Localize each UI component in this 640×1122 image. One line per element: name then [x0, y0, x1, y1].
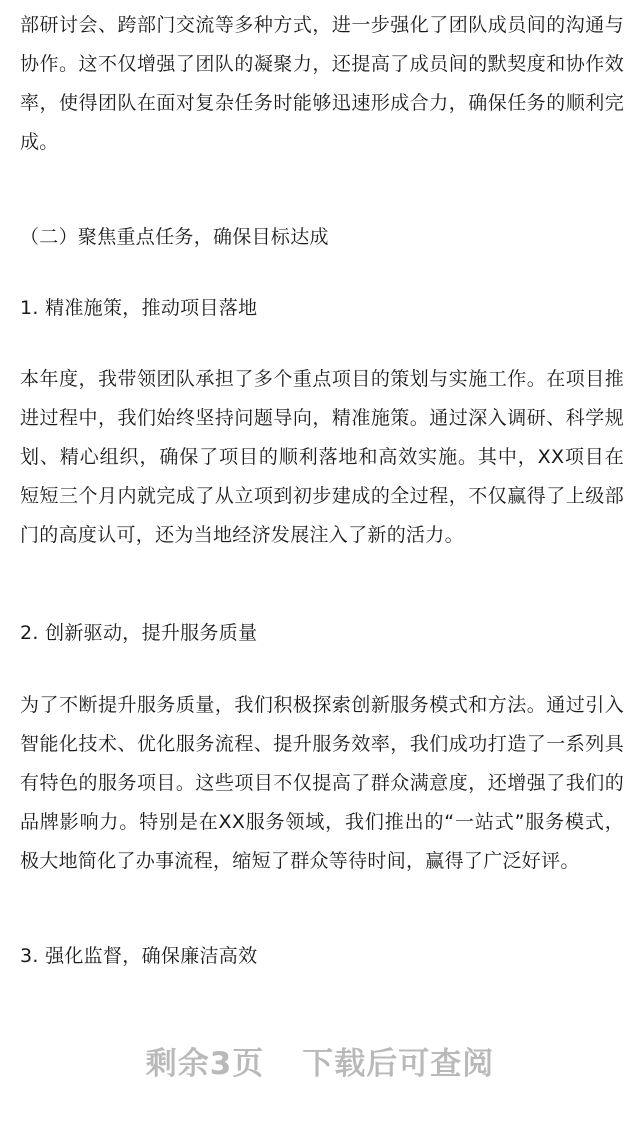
item-body-1: 本年度，我带领团队承担了多个重点项目的策划与实施工作。在项目推进过程中，我们始终坚持问题导向，精准施策。通过深入调研、科学规划、精心组织，确保了项目的顺利落地和高效实施。其中，XX项目在短短三个月内就完成了从立项到初步建成的全过程，不仅赢得了上级部门的高度认可，还为当地经济发展注入了新的活力。	[20, 368, 624, 546]
item-heading-3: 3. 强化监督，确保廉洁高效	[20, 945, 258, 967]
remaining-pages-text: 剩余3页	[145, 1046, 265, 1082]
download-hint-text: 下载后可查阅	[302, 1046, 495, 1082]
item-body-2: 为了不断提升服务质量，我们积极探索创新服务模式和方法。通过引入智能化技术、优化服务流程、提升服务效率，我们成功打造了一系列具有特色的服务项目。这些项目不仅提高了群众满意度，还增强了我们的品牌影响力。特别是在XX服务领域，我们推出的“一站式”服务模式，极大地简化了办事流程，缩短了群众等待时间，赢得了广泛好评。	[20, 694, 624, 872]
item-heading-1: 1. 精准施策，推动项目落地	[20, 297, 258, 319]
remaining-pages-banner[interactable]	[0, 1038, 640, 1083]
item-heading-2: 2. 创新驱动，提升服务质量	[20, 622, 258, 644]
intro-paragraph: 部研讨会、跨部门交流等多种方式，进一步强化了团队成员间的沟通与协作。这不仅增强了团队的凝聚力，还提高了成员间的默契度和协作效率，使得团队在面对复杂任务时能够迅速形成合力，确保任务的顺利完成。	[20, 14, 624, 153]
section-heading: （二）聚焦重点任务，确保目标达成	[20, 226, 329, 248]
